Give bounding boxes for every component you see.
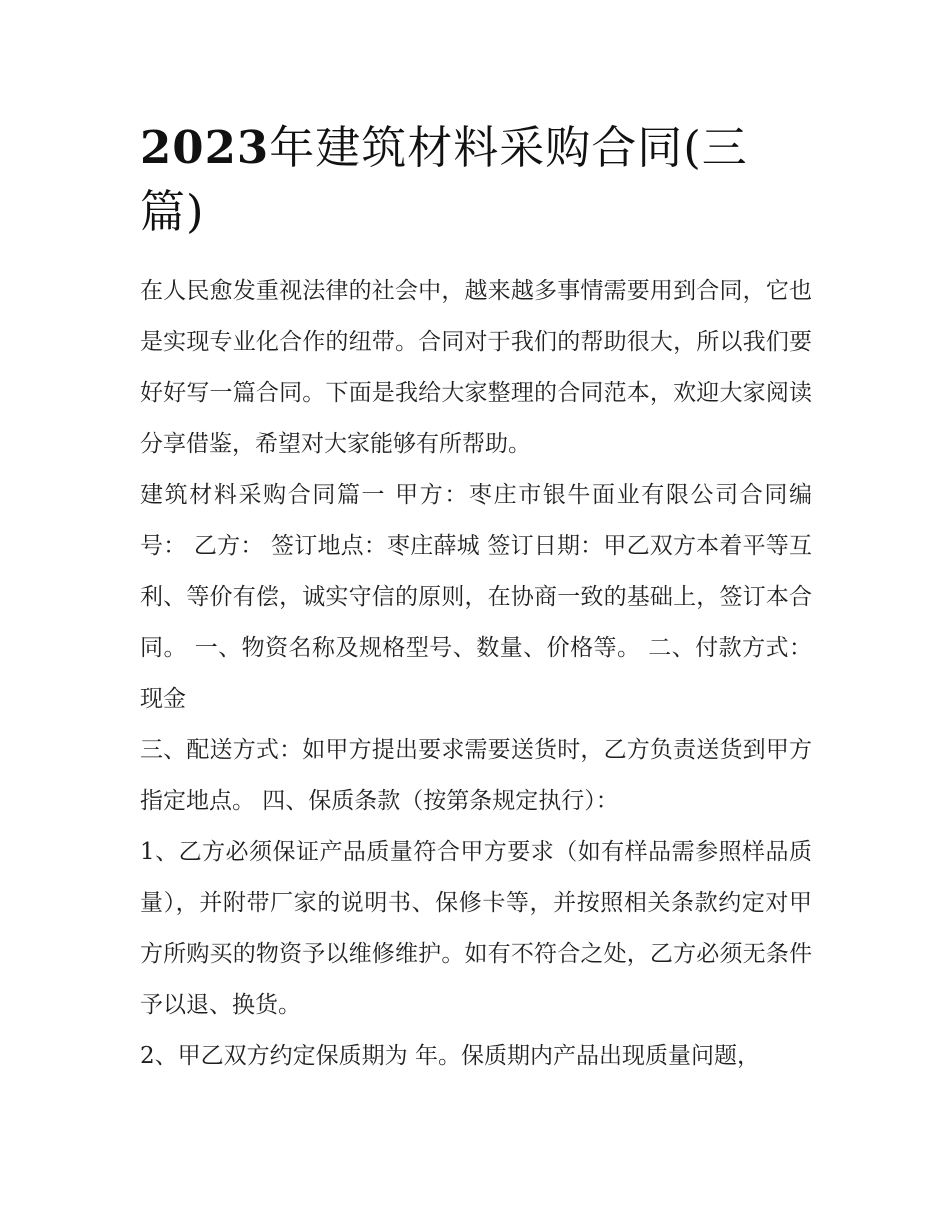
document-title — [140, 116, 812, 244]
paragraph-quality-2: 2、甲乙双方约定保质期为 年。保质期内产品出现质量问题， — [140, 1043, 760, 1069]
document-content — [140, 116, 812, 1082]
title-text: 年建筑材料采购合同(三篇) — [140, 121, 748, 238]
paragraph-contract-header: 建筑材料采购合同篇一 甲方：枣庄市银牛面业有限公司合同编号： 乙方： 签订地点：枣庄薛城 签订日期：甲乙双方本着平等互利、等价有偿，诚实守信的原则，在协商一致的基础上，签订本合同。 一、物资名称及规格型号、数量、价格等。 二、付款方式：现金 — [140, 482, 812, 712]
paragraph-delivery: 三、配送方式：如甲方提出要求需要送货时，乙方负责送货到甲方指定地点。 四、保质条款（按第条规定执行）： — [140, 737, 812, 814]
title-year: 2023 — [140, 121, 270, 174]
paragraph-quality-1: 1、乙方必须保证产品质量符合甲方要求（如有样品需参照样品质量），并附带厂家的说明书、保修卡等，并按照相关条款约定对甲方所购买的物资予以维修维护。如有不符合之处，乙方必须无条件予以退、换货。 — [140, 839, 812, 1018]
paragraph-intro: 在人民愈发重视法律的社会中，越来越多事情需要用到合同，它也是实现专业化合作的纽带。合同对于我们的帮助很大，所以我们要好好写一篇合同。下面是我给大家整理的合同范本，欢迎大家阅读分享借鉴，希望对大家能够有所帮助。 — [140, 278, 812, 457]
